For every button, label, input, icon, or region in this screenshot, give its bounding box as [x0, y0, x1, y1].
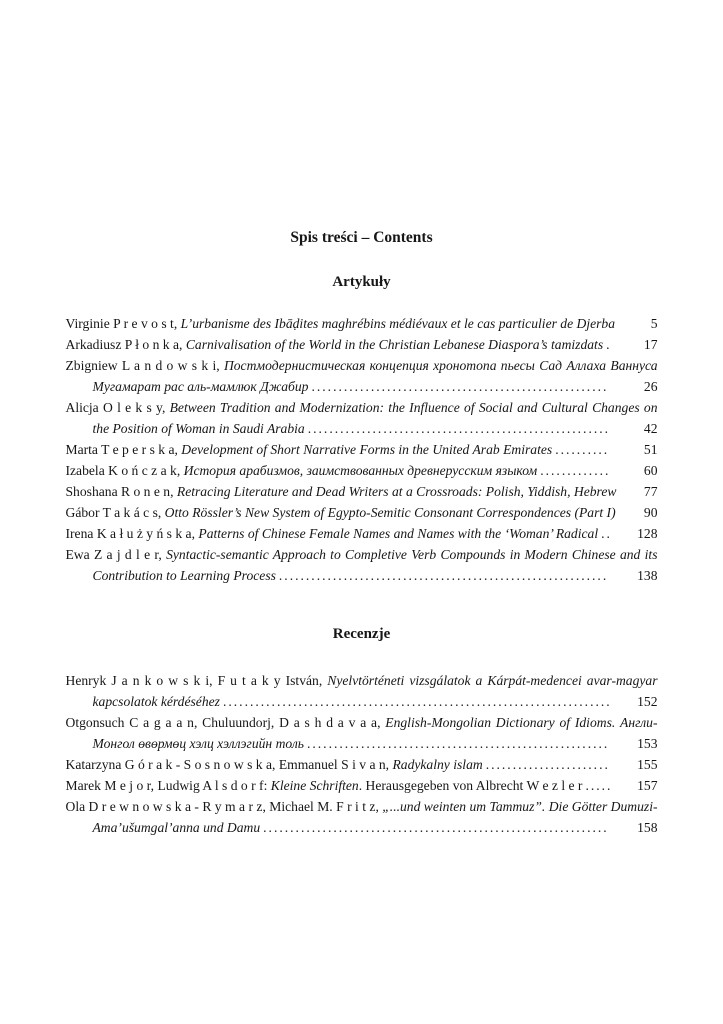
dot-leader: .......................	[485, 757, 610, 772]
author-surname: M e j o r	[104, 778, 151, 793]
entry-run: ,	[161, 400, 170, 415]
author-surname: R o n e n	[121, 484, 171, 499]
toc-entry	[66, 439, 658, 460]
page-number: 90	[643, 505, 658, 520]
dot-leader: .............	[540, 463, 611, 478]
toc-page	[66, 0, 658, 838]
author-surname: O l e k s y	[102, 400, 162, 415]
page-number: 152	[637, 694, 658, 709]
entry-text	[66, 442, 553, 457]
entry-run: :	[263, 778, 271, 793]
entry-run: Katarzyna	[65, 757, 125, 772]
author-surname: K o ń c z a k	[108, 463, 177, 478]
entry-text	[66, 337, 604, 352]
entry-run: ,	[179, 337, 186, 352]
page-title: Spis treści – Contents	[290, 229, 433, 246]
dot-leader: ........................................................	[306, 736, 610, 751]
dot-leader: ................................................................	[263, 820, 609, 835]
toc-entry	[66, 523, 658, 544]
toc-sections	[66, 272, 658, 838]
entry-run: István,	[280, 673, 328, 688]
dot-leader: .......................................................	[311, 379, 609, 394]
author-surname: A l s d o r f	[202, 778, 264, 793]
entry-run: ,	[191, 526, 199, 541]
author-surname: C a g a a n	[129, 715, 194, 730]
entry-run: Alicja	[65, 400, 103, 415]
dot-leader	[616, 484, 619, 499]
work-title: English-Mongolian Dictionary of Idioms. Англи-Монгол өвөрмөц хэлц хэллэгийн толь	[92, 715, 658, 751]
author-surname: F r i t z	[336, 799, 376, 814]
work-title: Patterns of Chinese Female Names and Names with the ‘Woman’ Radical	[198, 526, 599, 541]
entry-run: ,	[176, 463, 184, 478]
entry-run: Shoshana	[65, 484, 122, 499]
toc-section-reviews	[66, 624, 658, 838]
page-number: 5	[650, 316, 658, 331]
entry-run: ,	[174, 442, 182, 457]
toc-entry	[66, 670, 658, 712]
toc-entry	[66, 460, 658, 481]
toc-entry	[66, 712, 658, 754]
entry-text	[66, 505, 616, 520]
entry-run: Virginie	[65, 316, 114, 331]
entry-run: Arkadiusz	[65, 337, 125, 352]
entry-text	[66, 463, 538, 478]
entry-run: ,	[377, 715, 386, 730]
dot-leader: .	[606, 337, 612, 352]
dot-leader	[616, 505, 619, 520]
entry-run: Marek	[65, 778, 105, 793]
toc-entry	[66, 481, 658, 502]
toc-entry	[66, 796, 658, 838]
author-surname: P ł o n k a	[124, 337, 180, 352]
entry-run: , Ludwig	[150, 778, 203, 793]
author-surname: D r e w n o w s k a - R y m a r z	[88, 799, 263, 814]
entry-run: Marta	[65, 442, 102, 457]
entry-run: ,	[385, 757, 393, 772]
dot-leader: ........................................................	[307, 421, 611, 436]
work-title: Carnivalisation of the World in the Christian Lebanese Diaspora’s tamizdats	[185, 337, 604, 352]
entry-run: Ewa	[65, 547, 94, 562]
entry-run: , Michael M.	[262, 799, 337, 814]
author-surname: W e z l e r	[526, 778, 583, 793]
work-title: Nyelvtörténeti vizsgálatok a Kárpát-medencei avar-magyar kapcsolatok kérdéséhez	[92, 673, 658, 709]
entry-run: Ola	[65, 799, 89, 814]
author-surname: G ó r a k - S o s n o w s k a	[124, 757, 273, 772]
section-heading: Recenzje	[332, 626, 391, 642]
dot-leader: ..........	[555, 442, 610, 457]
author-surname: D a s h d a v a a	[279, 715, 378, 730]
entry-text	[66, 484, 617, 499]
page-number: 51	[643, 442, 658, 457]
author-surname: P r e v o s t	[113, 316, 174, 331]
entry-run: Zbigniew	[65, 358, 122, 373]
work-title: Between Tradition and Modernization: the Influence of Social and Cultural Changes on the Position of Woman in Saudi Arabia	[92, 400, 658, 436]
author-surname: T a k á c s	[102, 505, 158, 520]
page-number: 128	[637, 526, 658, 541]
dot-leader: .....	[585, 778, 613, 793]
author-surname: F u t a k y	[217, 673, 281, 688]
entry-run: Otgonsuch	[65, 715, 130, 730]
work-title: „...und weinten um Tammuz”. Die Götter Dumuzi-Ama’ušumgal’anna und Damu	[92, 799, 658, 835]
entry-run: ,	[158, 547, 167, 562]
page-number: 17	[643, 337, 658, 352]
author-surname: K a ł u ż y ń s k a	[96, 526, 192, 541]
entry-run: Henryk	[65, 673, 112, 688]
author-surname: Z a j d l e r	[93, 547, 159, 562]
author-surname: L a n d o w s k i	[121, 358, 217, 373]
entry-run: . Herausgegeben von Albrecht	[358, 778, 527, 793]
work-title: Radykalny islam	[392, 757, 483, 772]
work-title: Syntactic-semantic Approach to Completive Verb Compounds in Modern Chinese and its Contribution to Learning Process	[92, 547, 658, 583]
page-number: 77	[643, 484, 658, 499]
entry-run: ,	[216, 358, 224, 373]
page-number: 157	[637, 778, 658, 793]
entry-text	[66, 526, 599, 541]
toc-entry	[66, 502, 658, 523]
work-title: Kleine Schriften	[270, 778, 359, 793]
work-title: Otto Rössler’s New System of Egypto-Semitic Consonant Correspondences (Part I)	[164, 505, 616, 520]
author-surname: S i v a n	[341, 757, 386, 772]
toc-entry	[66, 313, 658, 334]
work-title: Retracing Literature and Dead Writers at a Crossroads: Polish, Yiddish, Hebrew	[176, 484, 617, 499]
dot-leader: ..	[601, 526, 612, 541]
toc-entry	[66, 775, 658, 796]
toc-entry	[66, 355, 658, 397]
toc-entry	[66, 754, 658, 775]
author-surname: J a n k o w s k i	[111, 673, 210, 688]
work-title: L’urbanisme des Ibāḍites maghrébins médiévaux et le cas particulier de Djerba	[180, 316, 616, 331]
page-number: 153	[637, 736, 658, 751]
page-number: 155	[637, 757, 658, 772]
dot-leader: ........................................................................	[222, 694, 612, 709]
entry-run: , Emmanuel	[272, 757, 342, 772]
toc-entry	[66, 544, 658, 586]
entry-run: Izabela	[65, 463, 109, 478]
toc-entry	[66, 397, 658, 439]
page-number: 138	[637, 568, 658, 583]
entry-text	[66, 778, 583, 793]
entry-run: ,	[157, 505, 165, 520]
entry-run: ,	[170, 484, 177, 499]
page-number: 60	[643, 463, 658, 478]
entry-run: ,	[173, 316, 181, 331]
toc-section-articles	[66, 272, 658, 586]
page-number: 26	[643, 379, 658, 394]
entry-run: , Chuluundorj,	[193, 715, 280, 730]
work-title: Постмодернистическая концепция хронотопа пьесы Сад Аллаха Ваннуса Мугамарат рас аль-мамлюк Джабир	[92, 358, 658, 394]
dot-leader	[615, 316, 618, 331]
entry-run: ,	[375, 799, 383, 814]
entry-run: Irena	[65, 526, 97, 541]
entry-run: ,	[209, 673, 218, 688]
entry-text	[66, 757, 483, 772]
section-heading: Artykuły	[332, 274, 391, 290]
entry-text	[66, 316, 616, 331]
entry-run: Gábor	[65, 505, 103, 520]
page-number: 158	[637, 820, 658, 835]
author-surname: T e p e r s k a	[101, 442, 175, 457]
dot-leader: .............................................................	[278, 568, 609, 583]
work-title: Development of Short Narrative Forms in the United Arab Emirates	[181, 442, 553, 457]
work-title: История арабизмов, заимствованных древнерусским языком	[183, 463, 538, 478]
page-number: 42	[643, 421, 658, 436]
toc-entry	[66, 334, 658, 355]
